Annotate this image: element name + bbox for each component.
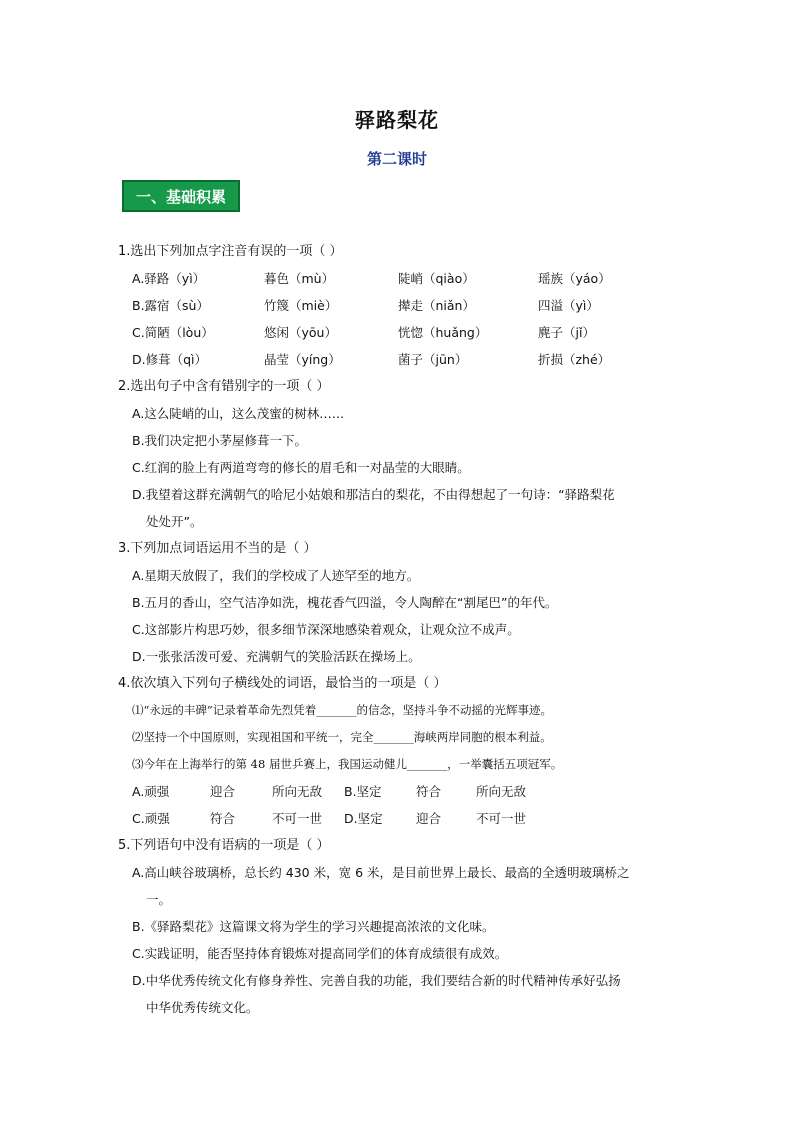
option-cell: A.顽强: [132, 784, 170, 799]
question-2-option-a: A.这么陡峭的山，这么茂蜜的树林……: [132, 406, 345, 421]
option-cell: C.顽强: [132, 811, 170, 826]
section-heading: 一、基础积累: [122, 180, 240, 212]
question-3-option-c: C.这部影片构思巧妙，很多细节深深地感染着观众，让观众泣不成声。: [132, 622, 520, 637]
question-5-stem: 5.下列语句中没有语病的一项是（ ）: [118, 838, 330, 853]
option-cell: 符合: [416, 784, 442, 799]
question-5-option-d: D.中华优秀传统文化有修身养性、完善自我的功能，我们要结合新的时代精神传承好弘扬: [132, 973, 621, 988]
option-cell: C.简陋（lòu）: [132, 325, 214, 340]
option-cell: 迎合: [210, 784, 236, 799]
question-2-option-b: B.我们决定把小茅屋修葺一下。: [132, 433, 308, 448]
question-4-sentence-1: ⑴“永远的丰碑”记录着革命先烈凭着_______的信念，坚持斗争不动摇的光辉事迹。: [132, 703, 553, 717]
option-cell: 恍惚（huǎng）: [398, 325, 488, 340]
question-2-option-d: D.我望着这群充满朝气的哈尼小姑娘和那洁白的梨花，不由得想起了一句诗：“驿路梨花: [132, 487, 615, 502]
question-3-option-a: A.星期天放假了，我们的学校成了人迹罕至的地方。: [132, 568, 420, 583]
questions: [118, 238, 678, 1021]
question-2-option-d-cont: 处处开”。: [146, 514, 203, 529]
option-cell: 符合: [210, 811, 236, 826]
question-3-stem: 3.下列加点词语运用不当的是（ ）: [118, 541, 317, 556]
option-cell: 所向无敌: [476, 784, 527, 799]
question-4-options-ab: [118, 778, 678, 805]
page-title: 驿路梨花: [355, 108, 439, 132]
question-3-option-b: B.五月的香山，空气洁净如洗，槐花香气四溢，令人陶醉在“割尾巴”的年代。: [132, 595, 558, 610]
question-4-stem: 4.依次填入下列句子横线处的词语，最恰当的一项是（ ）: [118, 676, 447, 691]
option-cell: B.坚定: [344, 784, 382, 799]
question-4-sentence-3: ⑶今年在上海举行的第 48 届世乒赛上，我国运动健儿_______，一举囊括五项冠军。: [132, 757, 563, 771]
option-cell: D.修葺（qì）: [132, 352, 208, 367]
page-subtitle: 第二课时: [366, 150, 427, 168]
option-cell: D.坚定: [344, 811, 383, 826]
option-cell: 陡峭（qiào）: [398, 271, 475, 286]
option-cell: A.驿路（yì）: [132, 271, 206, 286]
question-5-option-a: A.高山峡谷玻璃桥，总长约 430 米，宽 6 米，是目前世界上最长、最高的全透明玻璃桥之: [132, 865, 630, 880]
option-cell: 暮色（mù）: [264, 271, 335, 286]
question-4-sentence-2: ⑵坚持一个中国原则，实现祖国和平统一，完全_______海峡两岸同胞的根本利益。: [132, 730, 552, 744]
question-5-option-c: C.实践证明，能否坚持体育锻炼对提高同学们的体育成绩很有成效。: [132, 946, 508, 961]
option-cell: 瑶族（yáo）: [538, 271, 611, 286]
question-3-option-d: D.一张张活泼可爱、充满朝气的笑脸活跃在操场上。: [132, 649, 421, 664]
question-2-option-c: C.红润的脸上有两道弯弯的修长的眉毛和一对晶莹的大眼睛。: [132, 460, 470, 475]
option-cell: 菌子（jūn）: [398, 352, 468, 367]
option-cell: 不可一世: [476, 811, 527, 826]
question-5-option-a-cont: 一。: [146, 892, 172, 907]
option-cell: 不可一世: [272, 811, 323, 826]
option-cell: 麂子（jǐ）: [538, 325, 595, 340]
question-5-option-b: B.《驿路梨花》这篇课文将为学生的学习兴趣提高浓浓的文化味。: [132, 919, 495, 934]
question-1-stem: 1.选出下列加点字注音有误的一项（ ）: [118, 244, 343, 259]
option-cell: B.露宿（sù）: [132, 298, 209, 313]
option-cell: 所向无敌: [272, 784, 323, 799]
option-cell: 迎合: [416, 811, 442, 826]
question-1-options: [118, 265, 678, 373]
option-cell: 四溢（yì）: [538, 298, 599, 313]
option-cell: 悠闲（yōu）: [264, 325, 337, 340]
question-4-options-cd: [118, 805, 678, 832]
option-cell: 竹篾（miè）: [264, 298, 338, 313]
question-5-option-d-cont: 中华优秀传统文化。: [146, 1000, 259, 1015]
option-cell: 晶莹（yíng）: [264, 352, 341, 367]
option-cell: 撵走（niǎn）: [398, 298, 475, 313]
option-cell: 折损（zhé）: [538, 352, 611, 367]
question-2-stem: 2.选出句子中含有错别字的一项（ ）: [118, 379, 330, 394]
